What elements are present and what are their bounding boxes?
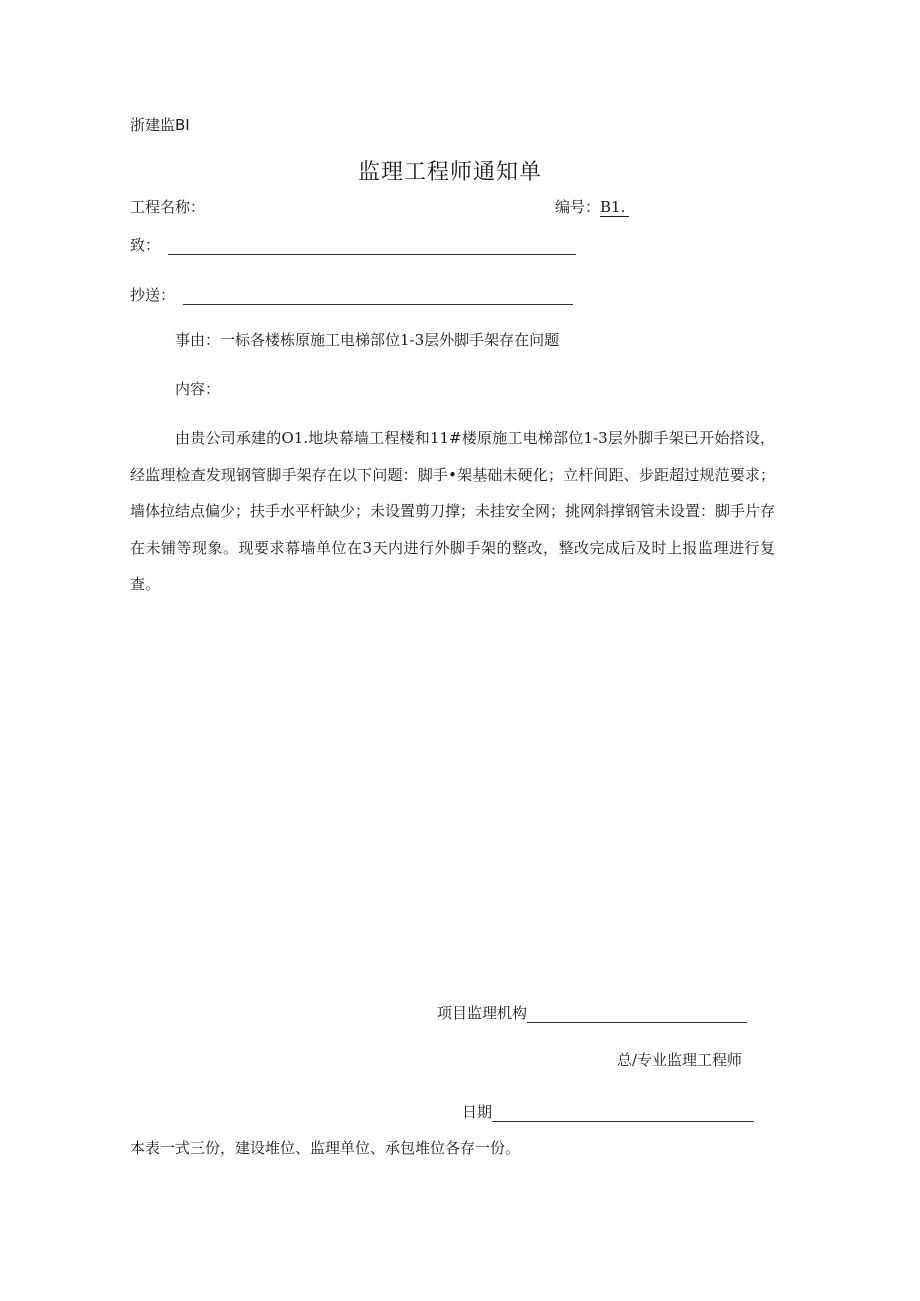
project-name-label: 工程名称： bbox=[130, 198, 206, 216]
date-field bbox=[462, 1101, 754, 1122]
footer-note: 本表一式三份，建设堆位、监理单位、承包堆位各存一份。 bbox=[130, 1139, 521, 1157]
engineer-label: 总/专业监理工程师 bbox=[617, 1051, 743, 1069]
cc-field bbox=[130, 284, 573, 305]
document-number-value: B1. bbox=[600, 198, 629, 217]
document-title: 监理工程师通知单 bbox=[357, 160, 542, 185]
cc-blank-line bbox=[183, 290, 573, 305]
content-label: 内容： bbox=[175, 380, 221, 398]
recipient-field bbox=[130, 234, 576, 255]
document-number-label: 编号： bbox=[555, 198, 601, 216]
document-number-field bbox=[555, 196, 629, 217]
date-blank-line bbox=[492, 1107, 754, 1122]
date-label: 日期 bbox=[462, 1103, 493, 1121]
supervision-org-field bbox=[437, 1002, 747, 1023]
cc-label: 抄送： bbox=[130, 286, 176, 304]
recipient-blank-line bbox=[168, 240, 576, 255]
project-name-field bbox=[130, 196, 205, 217]
supervision-org-blank-line bbox=[527, 1008, 747, 1023]
recipient-label: 致： bbox=[130, 236, 161, 254]
content-body: 由贵公司承建的O1.地块幕墙工程楼和11#楼原施工电梯部位1-3层外脚手架已开始搭设，经监理检查发现钢管脚手架存在以下问题：脚手•架基础未硬化；立杆间距、步距超过规范要求；墙体拉结点偏少；扶手水平杆缺少；未设置剪刀撑；未挂安全网；挑网斜撑钢管未设置：脚手片存在未铺等现象。现要求幕墙单位在3天内进行外脚手架的整改，整改完成后及时上报监理进行复查。 bbox=[130, 429, 776, 593]
subject-line: 事由：一标各楼栋原施工电梯部位1-3层外脚手架存在问题 bbox=[175, 331, 560, 349]
form-code: 浙建监BI bbox=[130, 116, 190, 134]
supervision-org-label: 项目监理机构 bbox=[437, 1004, 528, 1022]
